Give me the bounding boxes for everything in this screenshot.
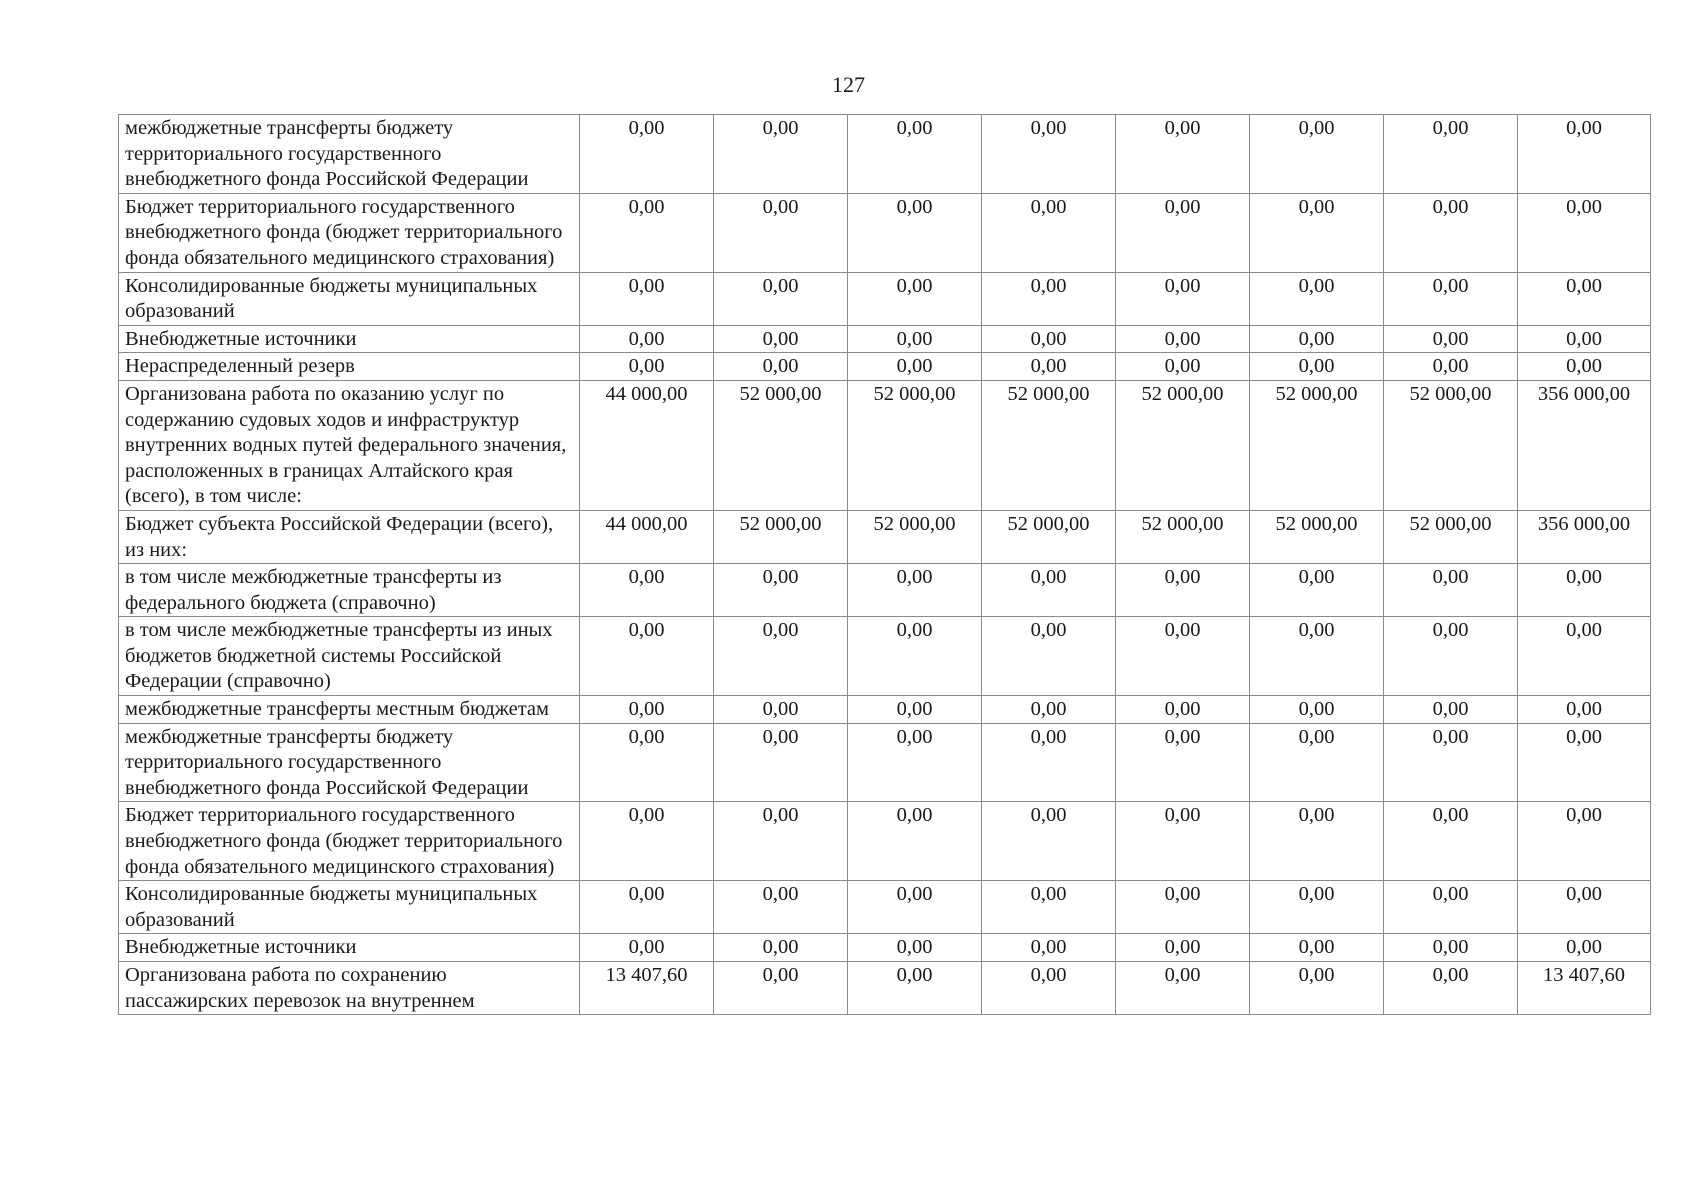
value-cell: 356 000,00 — [1518, 510, 1651, 563]
table-row — [119, 115, 1651, 194]
row-label: Внебюджетные источники — [119, 934, 580, 962]
value-cell: 0,00 — [580, 325, 714, 353]
value-cell: 0,00 — [848, 934, 982, 962]
value-cell: 0,00 — [1518, 353, 1651, 381]
value-cell: 0,00 — [714, 881, 848, 934]
value-cell: 0,00 — [1518, 272, 1651, 325]
value-cell: 0,00 — [714, 193, 848, 272]
value-cell: 0,00 — [1116, 962, 1250, 1015]
row-label: Бюджет территориального государственного внебюджетного фонда (бюджет территориального фонда обязательного медицинского страхования) — [119, 193, 580, 272]
value-cell: 0,00 — [1116, 353, 1250, 381]
value-cell: 0,00 — [1250, 934, 1384, 962]
value-cell: 0,00 — [1518, 696, 1651, 724]
value-cell: 0,00 — [580, 617, 714, 696]
table-row — [119, 934, 1651, 962]
row-label: межбюджетные трансферты местным бюджетам — [119, 696, 580, 724]
value-cell: 0,00 — [1518, 564, 1651, 617]
value-cell: 0,00 — [580, 272, 714, 325]
value-cell: 0,00 — [1384, 617, 1518, 696]
value-cell: 52 000,00 — [1116, 510, 1250, 563]
row-label: в том числе межбюджетные трансферты из иных бюджетов бюджетной системы Российской Федерации (справочно) — [119, 617, 580, 696]
value-cell: 0,00 — [982, 881, 1116, 934]
value-cell: 0,00 — [714, 617, 848, 696]
table-row — [119, 696, 1651, 724]
value-cell: 0,00 — [1384, 193, 1518, 272]
value-cell: 44 000,00 — [580, 510, 714, 563]
value-cell: 0,00 — [580, 353, 714, 381]
value-cell: 0,00 — [1116, 617, 1250, 696]
value-cell: 0,00 — [1250, 962, 1384, 1015]
value-cell: 0,00 — [1116, 272, 1250, 325]
value-cell: 0,00 — [1518, 193, 1651, 272]
value-cell: 0,00 — [1518, 934, 1651, 962]
row-label: Консолидированные бюджеты муниципальных образований — [119, 881, 580, 934]
value-cell: 0,00 — [714, 962, 848, 1015]
value-cell: 0,00 — [714, 325, 848, 353]
value-cell: 0,00 — [848, 617, 982, 696]
value-cell: 0,00 — [1384, 881, 1518, 934]
value-cell: 0,00 — [1116, 115, 1250, 194]
value-cell: 0,00 — [1384, 802, 1518, 881]
value-cell: 0,00 — [1518, 617, 1651, 696]
value-cell: 52 000,00 — [982, 510, 1116, 563]
value-cell: 0,00 — [714, 934, 848, 962]
value-cell: 0,00 — [1518, 723, 1651, 802]
value-cell: 0,00 — [580, 696, 714, 724]
value-cell: 52 000,00 — [1250, 380, 1384, 510]
value-cell: 0,00 — [848, 353, 982, 381]
value-cell: 0,00 — [1384, 564, 1518, 617]
row-label: Бюджет субъекта Российской Федерации (всего), из них: — [119, 510, 580, 563]
value-cell: 0,00 — [1384, 272, 1518, 325]
value-cell: 0,00 — [982, 617, 1116, 696]
value-cell: 52 000,00 — [714, 380, 848, 510]
row-label: Внебюджетные источники — [119, 325, 580, 353]
row-label: Нераспределенный резерв — [119, 353, 580, 381]
value-cell: 0,00 — [848, 564, 982, 617]
value-cell: 0,00 — [1116, 564, 1250, 617]
value-cell: 52 000,00 — [982, 380, 1116, 510]
value-cell: 0,00 — [848, 696, 982, 724]
value-cell: 0,00 — [1250, 802, 1384, 881]
value-cell: 0,00 — [982, 353, 1116, 381]
value-cell: 52 000,00 — [1116, 380, 1250, 510]
value-cell: 0,00 — [982, 193, 1116, 272]
row-label: в том числе межбюджетные трансферты из федерального бюджета (справочно) — [119, 564, 580, 617]
value-cell: 0,00 — [982, 934, 1116, 962]
row-label: Организована работа по оказанию услуг по содержанию судовых ходов и инфраструктур внутренних водных путей федерального значения, расположенных в границах Алтайского края (всего), в том числе: — [119, 380, 580, 510]
value-cell: 0,00 — [714, 115, 848, 194]
value-cell: 0,00 — [714, 353, 848, 381]
value-cell: 0,00 — [1518, 802, 1651, 881]
row-label: межбюджетные трансферты бюджету территориального государственного внебюджетного фонда Российской Федерации — [119, 723, 580, 802]
value-cell: 0,00 — [1384, 723, 1518, 802]
value-cell: 0,00 — [982, 802, 1116, 881]
value-cell: 52 000,00 — [1384, 510, 1518, 563]
value-cell: 0,00 — [1116, 881, 1250, 934]
value-cell: 0,00 — [1518, 881, 1651, 934]
page-number: 127 — [832, 72, 865, 97]
value-cell: 0,00 — [1384, 962, 1518, 1015]
value-cell: 0,00 — [580, 193, 714, 272]
table-row — [119, 380, 1651, 510]
value-cell: 0,00 — [1250, 115, 1384, 194]
value-cell: 0,00 — [580, 802, 714, 881]
value-cell: 0,00 — [1250, 564, 1384, 617]
value-cell: 0,00 — [848, 723, 982, 802]
value-cell: 0,00 — [1250, 325, 1384, 353]
table-row — [119, 272, 1651, 325]
table-row — [119, 325, 1651, 353]
value-cell: 13 407,60 — [580, 962, 714, 1015]
value-cell: 52 000,00 — [848, 380, 982, 510]
row-label: Консолидированные бюджеты муниципальных образований — [119, 272, 580, 325]
value-cell: 0,00 — [1250, 353, 1384, 381]
value-cell: 0,00 — [1384, 353, 1518, 381]
table-row — [119, 193, 1651, 272]
table-row — [119, 617, 1651, 696]
value-cell: 0,00 — [714, 272, 848, 325]
value-cell: 0,00 — [1250, 881, 1384, 934]
value-cell: 0,00 — [1518, 325, 1651, 353]
value-cell: 0,00 — [714, 723, 848, 802]
budget-table — [118, 114, 1651, 1015]
value-cell: 0,00 — [982, 272, 1116, 325]
value-cell: 0,00 — [982, 325, 1116, 353]
value-cell: 0,00 — [848, 881, 982, 934]
value-cell: 0,00 — [580, 564, 714, 617]
value-cell: 52 000,00 — [1250, 510, 1384, 563]
value-cell: 0,00 — [1250, 723, 1384, 802]
value-cell: 0,00 — [982, 115, 1116, 194]
value-cell: 52 000,00 — [714, 510, 848, 563]
value-cell: 0,00 — [1384, 115, 1518, 194]
value-cell: 0,00 — [580, 881, 714, 934]
value-cell: 0,00 — [1116, 802, 1250, 881]
row-label: Организована работа по сохранению пассажирских перевозок на внутреннем — [119, 962, 580, 1015]
table-row — [119, 881, 1651, 934]
value-cell: 0,00 — [714, 802, 848, 881]
table-body — [119, 115, 1651, 1015]
value-cell: 0,00 — [1116, 696, 1250, 724]
value-cell: 0,00 — [1116, 934, 1250, 962]
value-cell: 0,00 — [1116, 723, 1250, 802]
value-cell: 0,00 — [1518, 115, 1651, 194]
value-cell: 0,00 — [982, 696, 1116, 724]
value-cell: 0,00 — [848, 193, 982, 272]
value-cell: 0,00 — [1384, 934, 1518, 962]
value-cell: 0,00 — [580, 934, 714, 962]
value-cell: 0,00 — [714, 696, 848, 724]
value-cell: 0,00 — [580, 115, 714, 194]
value-cell: 0,00 — [1384, 696, 1518, 724]
row-label: Бюджет территориального государственного внебюджетного фонда (бюджет территориального фонда обязательного медицинского страхования) — [119, 802, 580, 881]
table-row — [119, 353, 1651, 381]
table-row — [119, 962, 1651, 1015]
value-cell: 0,00 — [714, 564, 848, 617]
value-cell: 0,00 — [1250, 272, 1384, 325]
value-cell: 0,00 — [982, 564, 1116, 617]
value-cell: 52 000,00 — [848, 510, 982, 563]
value-cell: 0,00 — [1250, 617, 1384, 696]
value-cell: 0,00 — [848, 272, 982, 325]
value-cell: 0,00 — [1116, 325, 1250, 353]
value-cell: 0,00 — [1116, 193, 1250, 272]
table-row — [119, 564, 1651, 617]
value-cell: 0,00 — [982, 962, 1116, 1015]
value-cell: 44 000,00 — [580, 380, 714, 510]
table-row — [119, 510, 1651, 563]
value-cell: 0,00 — [848, 962, 982, 1015]
value-cell: 0,00 — [1250, 696, 1384, 724]
value-cell: 13 407,60 — [1518, 962, 1651, 1015]
value-cell: 356 000,00 — [1518, 380, 1651, 510]
value-cell: 52 000,00 — [1384, 380, 1518, 510]
value-cell: 0,00 — [848, 115, 982, 194]
value-cell: 0,00 — [580, 723, 714, 802]
value-cell: 0,00 — [848, 802, 982, 881]
table-row — [119, 802, 1651, 881]
value-cell: 0,00 — [1384, 325, 1518, 353]
table-row — [119, 723, 1651, 802]
value-cell: 0,00 — [848, 325, 982, 353]
row-label: межбюджетные трансферты бюджету территориального государственного внебюджетного фонда Российской Федерации — [119, 115, 580, 194]
value-cell: 0,00 — [982, 723, 1116, 802]
value-cell: 0,00 — [1250, 193, 1384, 272]
